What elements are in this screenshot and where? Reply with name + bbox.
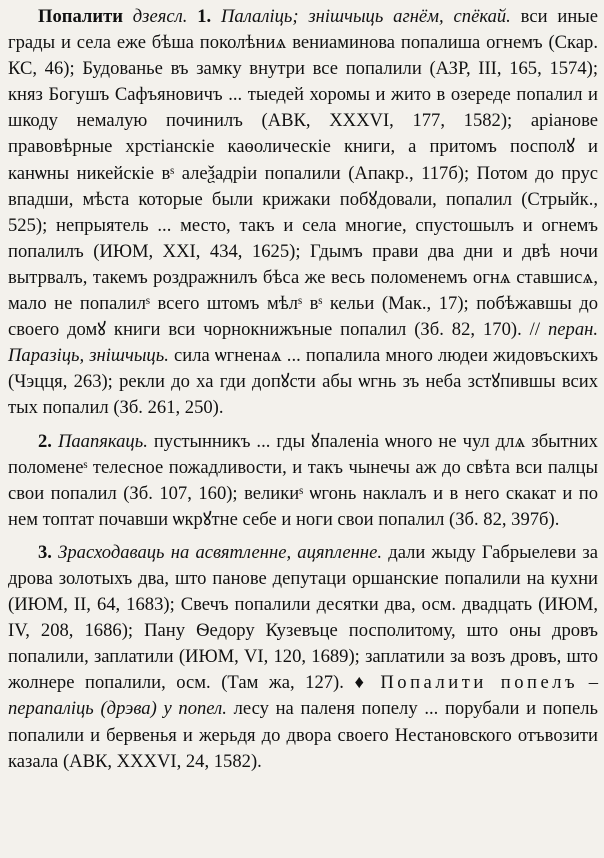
sense-1-quotations: вси иные грады и села еже бѣша поколѣниѧ вениаминова попалиша огнемъ (Скар. КС, 46); Будованье въ замку внутри все попалили (АЗР, III, 165, 1574); княз Богушъ Сафъяновичъ ... тыедей хоромы и жито в озереде попалил и шкоду немалую починилъ (АВК, XXXVI, 177, 1582); аріанове правовѣрные хрстіанскіе каѳолическіе книги, а притомъ посполꙋ и канѡны никейскіе вˢ алеѯадріи попалили (Апакр., 117б); Потом до прус впадши, мѣста которые были крижаки побꙋдовали, попалил (Стрыйк., 525); непрыятель ... место, такъ и села многие, спустошылъ и огнемъ попалилъ (ИЮМ, XXI, 434, 1625); Гдымъ прави два дни и двѣ ночи вытрвалъ, такемъ роздражнилъ бѣса же весь поломенемъ огнѧ ставшисѧ, мало не попалилˢ всего штомъ мѣлˢ вˢ кельи (Мак., 17); побѣжавшы до своего домꙋ книги вси чорнокнижъные попалил (Зб. 82, 170). <box>8 6 599 341</box>
figurative-gloss: перан. Паразіць, знішчыць. <box>8 319 598 367</box>
sense-3-quotations: дали жыду Габрыелеви за дрова золотыхъ два, што панове депутаци оршанские попалили на кухни (ИЮМ, II, 64, 1683); Свечъ попалили десятки два, осм. двадцать (ИЮМ, IV, 208, 1686); Пану Ѳедору Кузевъце посполитому, што оны дровъ попалили, заплатили (ИЮМ, VI, 120, 1689); заплатили за возъ дровъ, што жолнере попалили, осм. (Там жа, 127). <box>8 541 598 694</box>
idiom-headword: Попалити попелъ <box>380 672 579 694</box>
idiom-gloss: – перапаліць (дрэва) у попел. <box>8 672 598 720</box>
sense-2-gloss: Паапякаць. <box>57 430 148 452</box>
headword: Попалити <box>38 6 123 27</box>
sense-1-gloss: Палаліць; знішчыць агнём, спёкай. <box>221 6 511 27</box>
entry-sense-1 <box>8 4 598 422</box>
idiom-marker-icon: ♦ <box>354 672 370 694</box>
entry-sense-2 <box>8 429 598 533</box>
figurative-quotations: сила ѡгненаѧ ... попалила много людеи жидовъскихъ (Чэцця, 263); рекли до ха гди допꙋсти абы ѡгнь зъ неба зстꙋпившы всих тых попалил (Зб. 261, 250). <box>8 345 598 419</box>
sense-3-gloss: Зрасходаваць на асвятленне, ацяпленне. <box>58 541 383 563</box>
entry-sense-3 <box>8 540 598 775</box>
sense-3-number: 3. <box>38 541 52 563</box>
dictionary-entry <box>8 4 598 775</box>
idiom-quotations: лесу на паленя попелу ... порубали и попель попалили и бервенья и жерьдя до двора своего Нестановского отъвозити казала (АВК, XXXVI, 24, 1582). <box>8 698 599 772</box>
figurative-separator: // <box>529 319 541 341</box>
sense-2-number: 2. <box>38 430 52 452</box>
sense-1-number: 1. <box>197 6 212 27</box>
sense-2-quotations: пустынникъ ... гды ꙋпаленіа ѡного не чул длѧ збытних поломенеˢ телесное пожадливости, и такъ чынечы аж до свѣта вси палцы свои попалил (Зб. 107, 160); великиˢ ѡгонь наклалъ и в него скакат и по нем топтат почавши ѡкрꙋтне себе и ноги свои попалил (Зб. 82, 397б). <box>8 430 598 530</box>
grammar-label: дзеясл. <box>132 6 188 27</box>
